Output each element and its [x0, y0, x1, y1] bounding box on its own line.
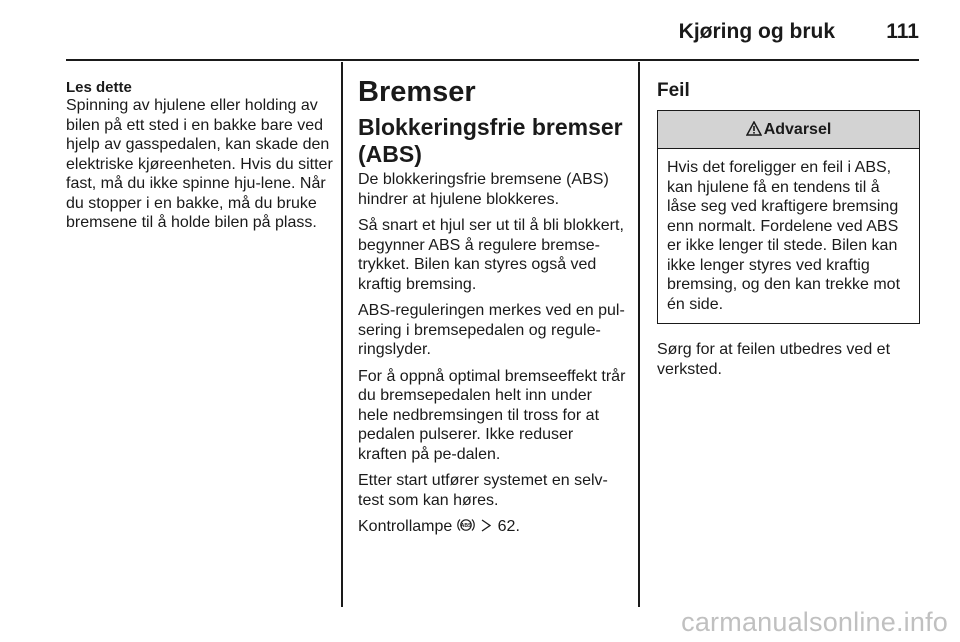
- header-divider: [66, 59, 919, 61]
- page-number: 111: [886, 20, 919, 43]
- control-lamp-page: 62.: [497, 518, 520, 535]
- control-lamp-label: Kontrollampe: [358, 518, 453, 535]
- column-divider-left: [341, 62, 343, 607]
- watermark: carmanualsonline.info: [681, 607, 948, 637]
- fault-heading: Feil: [657, 80, 690, 101]
- svg-text:ABS: ABS: [460, 523, 472, 529]
- paragraph-1: De blokkeringsfrie bremsene (ABS) hindrer at hjulene blokkeres.: [358, 171, 609, 208]
- chapter-title: Kjøring og bruk: [678, 20, 835, 43]
- warning-text: Hvis det foreligger en feil i ABS, kan hjulene få en tendens til å låse seg ved kraftigere bremsing enn normalt. Fordelene ved ABS er ikke lenger til stede. Bilen kan ikke lenger styres ved kraftig bremsing, og den kan trekke mot én side.: [667, 159, 901, 313]
- warning-triangle-icon: [746, 113, 762, 150]
- fault-instruction: Sørg for at feilen utbedres ved et verksted.: [657, 341, 891, 378]
- paragraph-5: Etter start utfører systemet en selv-test som kan høres.: [358, 472, 608, 509]
- page-reference-icon: [481, 518, 491, 538]
- warning-title: Advarsel: [763, 121, 832, 138]
- paragraph-3: ABS-reguleringen merkes ved en pul-sering i bremsepedalen og regule-ringslyder.: [358, 302, 625, 358]
- abs-lamp-icon: [457, 517, 475, 539]
- control-lamp-line: [358, 517, 626, 539]
- subsection-heading: Blokkeringsfrie bremser (ABS): [358, 114, 623, 167]
- column-divider-right: [638, 62, 640, 607]
- note-text: Spinning av hjulene eller holding av bilen på ett sted i en bakke bare ved hjelp av gasspedalen, kan skade den elektriske kjøreenheten. Hvis du sitter fast, må du ikke spinne hju-lene. Når du stopper i en bakke, må du bruke bremsene til å holde bilen på plass.: [66, 97, 333, 231]
- middle-column: [358, 76, 626, 546]
- right-column: [657, 79, 920, 386]
- left-column: [66, 79, 334, 233]
- warning-header: [658, 111, 919, 149]
- paragraph-4: For å oppnå optimal bremseeffekt trår du bremsepedalen helt inn under hele nedbremsingen til tross for at pedalen pulserer. Ikke reduser kraften på pe-dalen.: [358, 367, 626, 463]
- paragraph-2: Så snart et hjul ser ut til å bli blokkert, begynner ABS å regulere bremse-trykket. Bilen kan styres også ved kraftig bremsing.: [358, 217, 624, 293]
- section-heading: Bremser: [358, 76, 476, 108]
- note-title: Les dette: [66, 79, 132, 96]
- warning-box: [657, 110, 920, 324]
